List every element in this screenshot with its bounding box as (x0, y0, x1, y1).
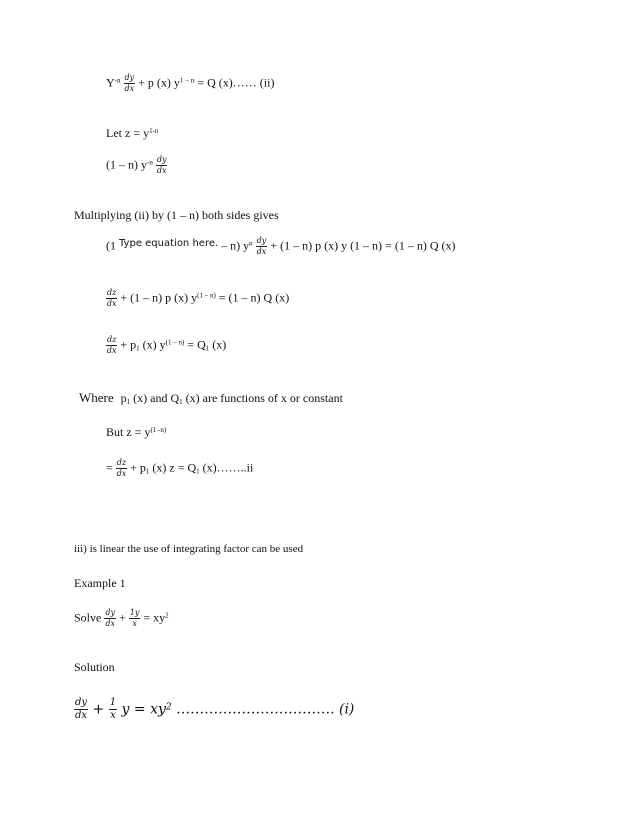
dz-equation-1: $\frac{dz}{dx}$ + (1 – n) p (x) $y^{(1 - n)} = (1 - n)$ Q (x) (106, 288, 290, 308)
solution-equation-i: $\frac{dy}{dx}$ + $\frac{1}{x}$ $y = xy^2$ ……………………………. (i) (75, 697, 355, 721)
dz-dx-fraction: $\frac{dz}{dx}$ (106, 288, 117, 308)
equation-placeholder[interactable]: Type equation here. (119, 238, 219, 250)
solve-line: Solve $\frac{dy}{dx}$ + $\frac{1y}{x}$ = $xy^2$ (74, 608, 169, 628)
linear-note: iii) is linear the use of integrating factor can be used (74, 543, 304, 555)
equation-ii: $Y^{-n}$ $\frac{dy}{dx}$ + p (x) $y^{1 - n} = Q$ (x)…… (ii) (106, 73, 275, 93)
one-over-x-fraction: $\frac{1}{x}$ (109, 697, 117, 721)
dy-dx-fraction: $\frac{dy}{dx}$ (156, 155, 167, 175)
multiplied-equation: (1 $^{Type equation here.}$ – n) $y^n$ $\frac{dy}{dx}$ + (1 – n) p (x) y (1 – n) = (1 – n) Q (x) (106, 236, 456, 256)
dz-equation-2: $\frac{dz}{dx}$ + $p_1$ (x) $y^{(1 - n)} = Q_1$ (x) (106, 335, 227, 355)
let-z-line: Let $z = y^{1-n}$ (106, 126, 159, 140)
dy-dx-fraction: $\frac{dy}{dx}$ (75, 697, 88, 721)
dy-dx-fraction: $\frac{dy}{dx}$ (124, 73, 135, 93)
but-z-line: But $z = y^{(1 -n)}$ (106, 425, 167, 439)
where-line: Where $p_1$ (x) and $Q_1$ (x) are functions of x or constant (79, 390, 343, 406)
derivative-line: (1 – n) $y^{-n}$ $\frac{dy}{dx}$ (106, 155, 167, 175)
solution-heading: Solution (74, 660, 115, 674)
example-heading: Example 1 (74, 576, 126, 590)
dy-dx-fraction: $\frac{dy}{dx}$ (105, 608, 115, 628)
one-y-over-x-fraction: $\frac{1y}{x}$ (129, 608, 140, 628)
dz-dx-fraction: $\frac{dz}{dx}$ (106, 335, 117, 355)
multiplying-line: Multiplying (ii) by (1 – n) both sides gives (74, 208, 279, 222)
equation-ii-linear: = $\frac{dz}{dx}$ + $p_1$ (x) $z = Q_1$ (x)……..ii (106, 458, 254, 478)
dy-dx-fraction: $\frac{dy}{dx}$ (256, 236, 267, 256)
dz-dx-fraction: $\frac{dz}{dx}$ (116, 458, 127, 478)
